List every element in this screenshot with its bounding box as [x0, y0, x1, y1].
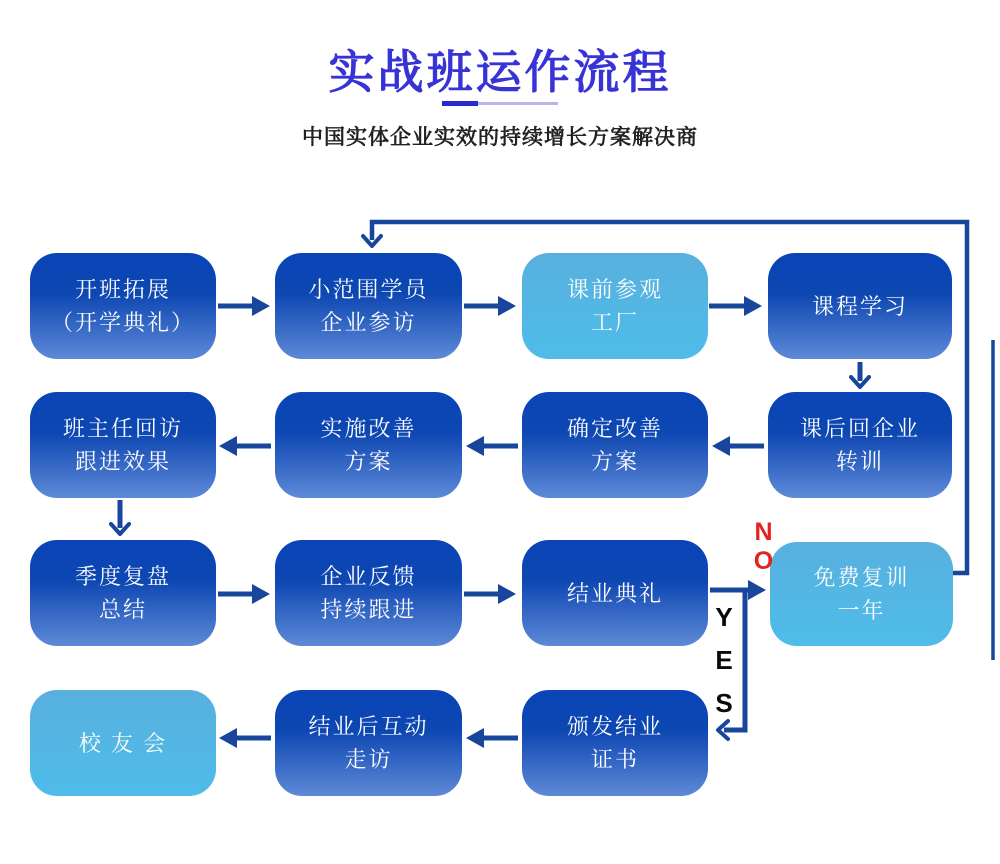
node-label-line1: 校 友 会	[78, 730, 168, 756]
title-underline	[0, 101, 1000, 106]
node-free-retraining	[770, 542, 953, 646]
node-label-line2: 持续跟进	[320, 597, 417, 622]
node-label-line2: 企业参访	[320, 310, 417, 335]
node-small-group-visit	[275, 253, 462, 359]
node-label-line1: 实施改善	[320, 416, 417, 441]
node-implement-plan	[275, 392, 462, 498]
yes-branch-label: YES	[715, 602, 733, 718]
node-teacher-follow-up	[30, 392, 216, 498]
node-post-graduation-visits	[275, 690, 462, 796]
node-determine-plan	[522, 392, 708, 498]
node-label-line1: 课后回企业	[799, 416, 920, 441]
node-pre-class-factory-tour	[522, 253, 708, 359]
node-label-line1: 确定改善	[566, 416, 663, 441]
underline-light-segment	[478, 102, 558, 105]
node-graduation-ceremony	[522, 540, 708, 646]
node-enterprise-feedback	[275, 540, 462, 646]
node-issue-certificate	[522, 690, 708, 796]
node-opening-ceremony	[30, 253, 216, 359]
underline-dark-segment	[442, 101, 478, 106]
page-subtitle: 中国实体企业实效的持续增长方案解决商	[302, 126, 698, 149]
node-label-line2: （开学典礼）	[50, 310, 195, 335]
node-label-line2: 一年	[837, 598, 886, 623]
node-alumni-association	[30, 690, 216, 796]
node-label-line1: 课前参观	[566, 277, 663, 302]
node-label-line1: 结业后互动	[308, 714, 429, 739]
node-label-line1: 颁发结业	[566, 714, 663, 739]
node-label-line2: 总结	[98, 597, 147, 622]
node-label-line1: 课程学习	[811, 293, 908, 319]
node-label-line2: 证书	[590, 747, 639, 772]
page-title: 实战班运作流程	[328, 46, 672, 98]
node-label-line1: 企业反馈	[320, 564, 417, 589]
node-label-line1: 小范围学员	[308, 277, 429, 302]
node-quarterly-review	[30, 540, 216, 646]
node-label-line2: 转训	[835, 449, 884, 474]
node-label-line1: 班主任回访	[62, 416, 183, 441]
node-post-class-transfer	[768, 392, 952, 498]
node-label-line2: 走访	[344, 747, 393, 772]
no-branch-label: NO	[753, 518, 774, 575]
node-label-line1: 免费复训	[813, 565, 910, 590]
node-label-line1: 开班拓展	[74, 277, 171, 302]
node-label-line2: 方案	[344, 449, 393, 474]
node-label-line1: 季度复盘	[74, 564, 171, 589]
node-label-line2: 跟进效果	[74, 449, 171, 474]
node-label-line1: 结业典礼	[566, 580, 663, 606]
node-label-line2: 工厂	[590, 310, 639, 335]
node-label-line2: 方案	[590, 449, 639, 474]
node-course-study	[768, 253, 952, 359]
